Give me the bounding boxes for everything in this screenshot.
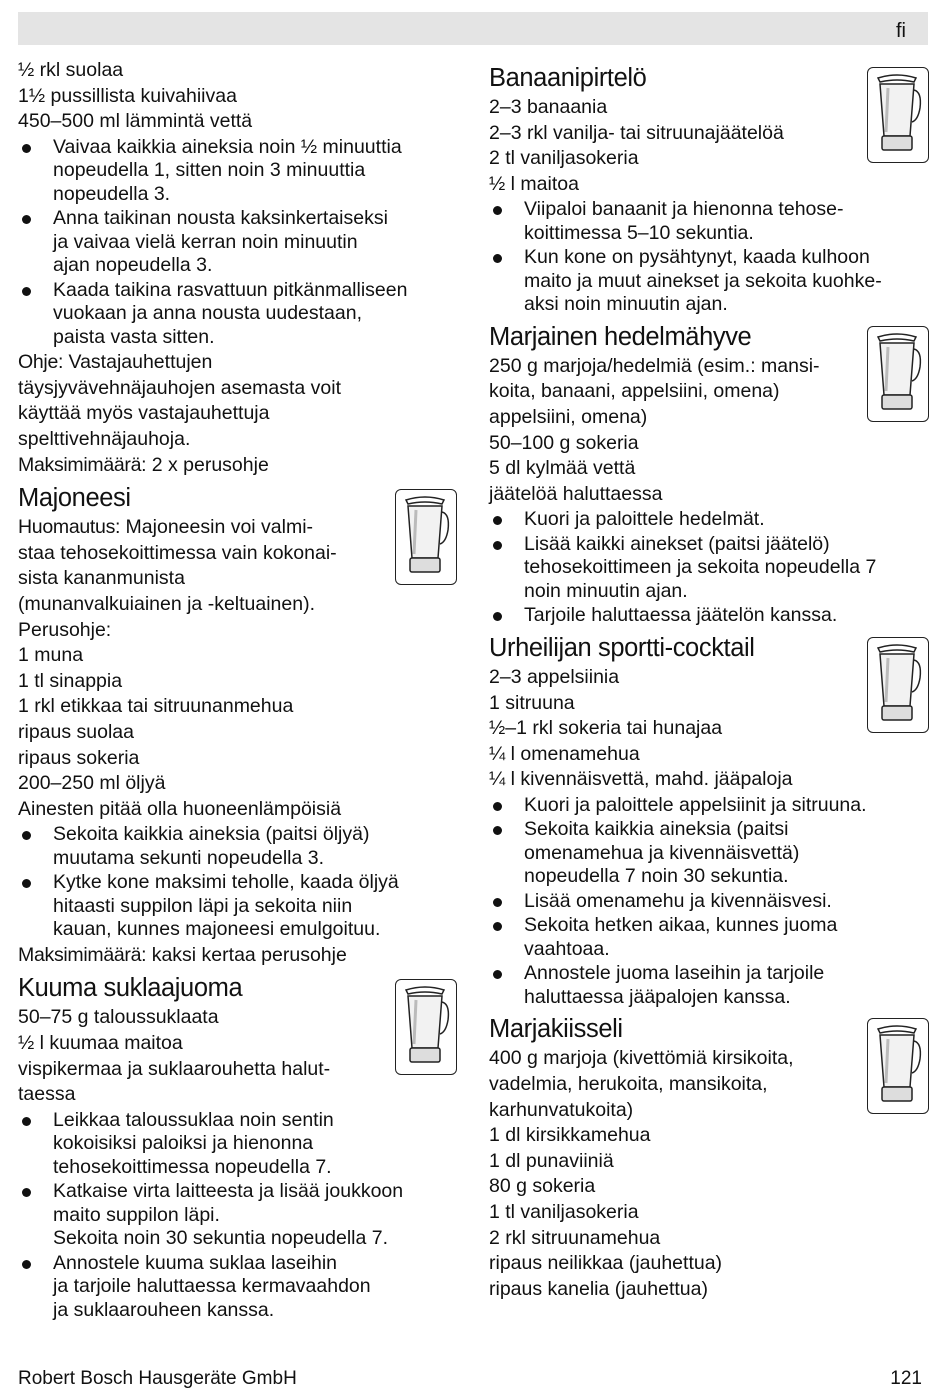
bullet-item [489,890,929,914]
ingredient-line: ½ l kuumaa maitoa [18,1032,183,1055]
bullet-text-line: tehosekoittimessa nopeudella 7. [53,1155,332,1178]
section-kuuma-suklaajuoma [18,971,458,1322]
ingredient-line: 50–75 g taloussuklaata [18,1006,219,1029]
bullet-item [18,207,458,278]
bullet-text-line: Kuori ja paloittele hedelmät. [524,508,765,531]
bullet-text-line: ja suklaarouheen kanssa. [53,1298,275,1321]
bullet-item [18,1109,458,1180]
bullet-text-line: maito ja muut ainekset ja sekoita kuohke- [524,269,882,292]
blender-icon [395,489,457,585]
bullet-text-line: maito suppilon läpi. [53,1203,220,1226]
bullet-text-line: kauan, kunnes majoneesi emulgoituu. [53,918,381,941]
bullet-text-line: ja tarjoile haluttaessa kermavaahdon [53,1275,371,1298]
bullet-text-line: haluttaessa jääpalojen kanssa. [524,985,791,1008]
bullet-text-line: Vaivaa kaikkia aineksia noin ½ minuuttia [53,135,402,158]
bullet-text-line: Kuori ja paloittele appelsiinit ja sitruuna. [524,793,867,816]
bullet-dot-icon [22,287,31,296]
note-line-3: käyttää myös vastajauhettuja [18,402,270,425]
bullet-dot-icon [22,1260,31,1269]
blender-icon [867,1018,929,1114]
bullet-text-line: Sekoita noin 30 sekuntia nopeudella 7. [53,1227,389,1250]
ingredient-line: 2 tl vaniljasokeria [489,147,639,170]
bullet-text-line: Sekoita kaikkia aineksia (paitsi [524,818,789,841]
bullet-dot-icon [22,144,31,153]
bullet-item [489,246,929,317]
bullet-dot-icon [493,922,502,931]
ingredient-line: vadelmia, herukoita, mansikoita, [489,1073,768,1095]
ingredient-line: koita, banaani, appelsiini, omena) [489,380,780,403]
ingredient-line: 1 tl sinappia [18,669,123,692]
ingredient-line: 250 g marjoja/hedelmiä (esim.: mansi- [489,354,820,377]
bullet-dot-icon [493,898,502,907]
bullet-text-line: tehosekoittimeen ja sekoita nopeudella 7 [524,556,877,579]
max-amount: Maksimimäärä: kaksi kertaa perusohje [18,943,347,966]
footer-company: Robert Bosch Hausgeräte GmbH [18,1368,297,1389]
ingredient-line: 1½ pussillista kuivahiivaa [18,84,237,107]
note-line-1: Ohje: Vastajauhettujen [18,351,213,374]
bullet-text-line: paista vasta sitten. [53,325,215,348]
ingredient-line: appelsiini, omena) [489,406,648,429]
blender-icon [867,637,929,733]
bullet-text-line: nopeudella 7 noin 30 sekuntia. [524,865,789,888]
bullet-dot-icon [22,879,31,888]
max-amount: Maksimimäärä: 2 x perusohje [18,453,269,476]
bullet-text-line: omenamehua ja kivennäisvettä) [524,841,800,864]
ingredient-line: 1 rkl etikkaa tai sitruunanmehua [18,695,294,718]
bullet-dot-icon [22,1188,31,1197]
note-line-4: (munanvalkuiainen ja -keltuainen). [18,593,316,616]
section-urheilijan-sportti-cocktail [489,631,929,1009]
ingredient-line: 450–500 ml lämmintä vettä [18,110,253,133]
bullet-dot-icon [493,254,502,263]
bullet-item [18,136,458,207]
bullet-text-line: aksi noin minuutin ajan. [524,293,728,316]
ingredient-line: ¼ l kivennäisvettä, mahd. jääpaloja [489,768,793,791]
note-line-2: staa tehosekoittimessa vain kokonai- [18,541,337,564]
ingredient-line: vispikermaa ja suklaarouhetta halut- [18,1057,331,1080]
bullet-dot-icon [493,970,502,979]
ingredient-line: karhunvatukoita) [489,1098,634,1121]
ingredient-line: ½ rkl suolaa [18,59,124,81]
ingredient-line: ½ l maitoa [489,172,579,195]
section-marjainen-hedelmahyve [489,320,929,628]
bullet-text-line: nopeudella 3. [53,182,171,205]
ingredient-line: 1 dl kirsikkamehua [489,1124,651,1147]
bullet-text-line: Kun kone on pysähtynyt, kaada kulhoon [524,246,870,269]
bullet-text-line: vaahtoaa. [524,937,610,960]
bullet-text-line: Lisää kaikki ainekset (paitsi jäätelö) [524,532,830,555]
bullet-text-line: Sekoita kaikkia aineksia (paitsi öljyä) [53,823,370,846]
bullet-text-line: noin minuutin ajan. [524,579,688,602]
bullet-item [18,871,458,942]
bullet-item [489,508,929,532]
bullet-item [18,823,458,870]
bullet-text-line: Anna taikinan nousta kaksinkertaiseksi [53,207,388,230]
bullet-dot-icon [493,516,502,525]
section-title: Kuuma suklaajuoma [18,974,243,1003]
bullet-item [489,198,929,245]
language-code: fi [896,20,906,42]
ingredient-line: ripaus kanelia (jauhettua) [489,1277,708,1300]
note-line-2: täysjyvävehnäjauhojen asemasta voit [18,376,342,399]
bullet-text-line: ja vaivaa vielä kerran noin minuutin [53,230,358,253]
bullet-dot-icon [22,215,31,224]
bullet-text-line: nopeudella 1, sitten noin 3 minuuttia [53,159,366,182]
bullet-item [18,1180,458,1251]
note-line-3: sista kananmunista [18,567,185,590]
section-title: Urheilijan sportti-cocktail [489,633,755,662]
bullet-item [489,794,929,818]
ingredient-line: taessa [18,1083,76,1106]
bullet-text-line: Sekoita hetken aikaa, kunnes juoma [524,914,838,937]
note-line-4: spelttivehnäjauhoja. [18,428,191,451]
ingredient-line: 50–100 g sokeria [489,431,639,454]
bullet-dot-icon [493,826,502,835]
ingredient-line: jäätelöä haluttaessa [489,482,663,505]
bullet-text-line: Viipaloi banaanit ja hienonna tehose- [524,198,844,221]
bullet-text-line: Katkaise virta laitteesta ja lisää joukkoon [53,1180,404,1203]
ingredient-line: 1 dl punaviiniä [489,1149,614,1172]
ingredient-line: Ainesten pitää olla huoneenlämpöisiä [18,797,342,820]
ingredient-line: 200–250 ml öljyä [18,772,166,795]
page-number: 121 [890,1368,922,1389]
ingredient-line: 80 g sokeria [489,1175,596,1198]
header-bar [18,12,928,45]
ingredient-line: ¼ l omenamehua [489,742,640,765]
section-banaanipirtelo [489,61,929,317]
bullet-dot-icon [22,1117,31,1126]
blender-icon [395,979,457,1075]
blender-icon [867,67,929,163]
section-marjakiisseli [489,1012,929,1302]
section-majoneesi [18,481,458,968]
bullet-item [489,914,929,961]
ingredient-line: Perusohje: [18,618,112,641]
note-line-1: Huomautus: Majoneesin voi valmi- [18,516,314,539]
bullet-dot-icon [493,541,502,550]
bullet-text-line: vuokaan ja anna nousta uudestaan, [53,302,363,325]
bullet-dot-icon [22,831,31,840]
ingredient-line: 1 sitruuna [489,691,575,714]
right-column [489,58,929,1302]
bullet-text-line: Kytke kone maksimi teholle, kaada öljyä [53,871,399,894]
ingredient-line: ripaus suolaa [18,721,134,743]
blender-icon [867,326,929,422]
bullet-dot-icon [493,802,502,811]
left-column [18,58,458,1323]
ingredient-line: 2–3 rkl vanilja- tai sitruunajäätelöä [489,121,784,144]
bullet-text-line: hitaasti suppilon läpi ja sekoita niin [53,894,353,917]
ingredient-line: ripaus sokeria [18,746,140,769]
bullet-text-line: Tarjoile haluttaessa jäätelön kanssa. [524,604,838,627]
bullet-item [489,962,929,1009]
bullet-text-line: Lisää omenamehu ja kivennäisvesi. [524,889,832,912]
bullet-text-line: Kaada taikina rasvattuun pitkänmalliseen [53,278,408,301]
ingredient-line: 5 dl kylmää vettä [489,457,636,480]
ingredient-line: 2–3 banaania [489,96,608,118]
section-title: Marjainen hedelmähyve [489,322,752,351]
bullet-item [489,533,929,604]
ingredient-line: 1 muna [18,644,84,667]
bullet-text-line: kokoisiksi paloiksi ja hienonna [53,1132,314,1155]
bullet-text-line: ajan nopeudella 3. [53,254,213,277]
bullet-item [18,1252,458,1323]
bullet-text-line: muutama sekunti nopeudella 3. [53,846,325,869]
ingredient-line: ½–1 rkl sokeria tai hunajaa [489,717,723,740]
bullet-text-line: koittimessa 5–10 sekuntia. [524,221,754,244]
bullet-text-line: Annostele kuuma suklaa laseihin [53,1251,338,1274]
ingredient-line: 1 tl vaniljasokeria [489,1200,639,1223]
bullet-text-line: Annostele juoma laseihin ja tarjoile [524,962,825,985]
bullet-dot-icon [493,612,502,621]
ingredient-line: 400 g marjoja (kivettömiä kirsikoita, [489,1047,794,1070]
bullet-item [489,604,929,628]
bullet-text-line: Leikkaa taloussuklaa noin sentin [53,1108,334,1131]
ingredient-line: 2–3 appelsiinia [489,665,620,688]
ingredient-line: ripaus neilikkaa (jauhettua) [489,1252,723,1275]
ingredient-line: 2 rkl sitruunamehua [489,1226,661,1249]
section-title: Marjakiisseli [489,1015,623,1044]
bullet-item [18,279,458,350]
section-title: Banaanipirtelö [489,64,647,92]
bullet-dot-icon [493,206,502,215]
section-title: Majoneesi [18,484,131,513]
bullet-item [489,818,929,889]
